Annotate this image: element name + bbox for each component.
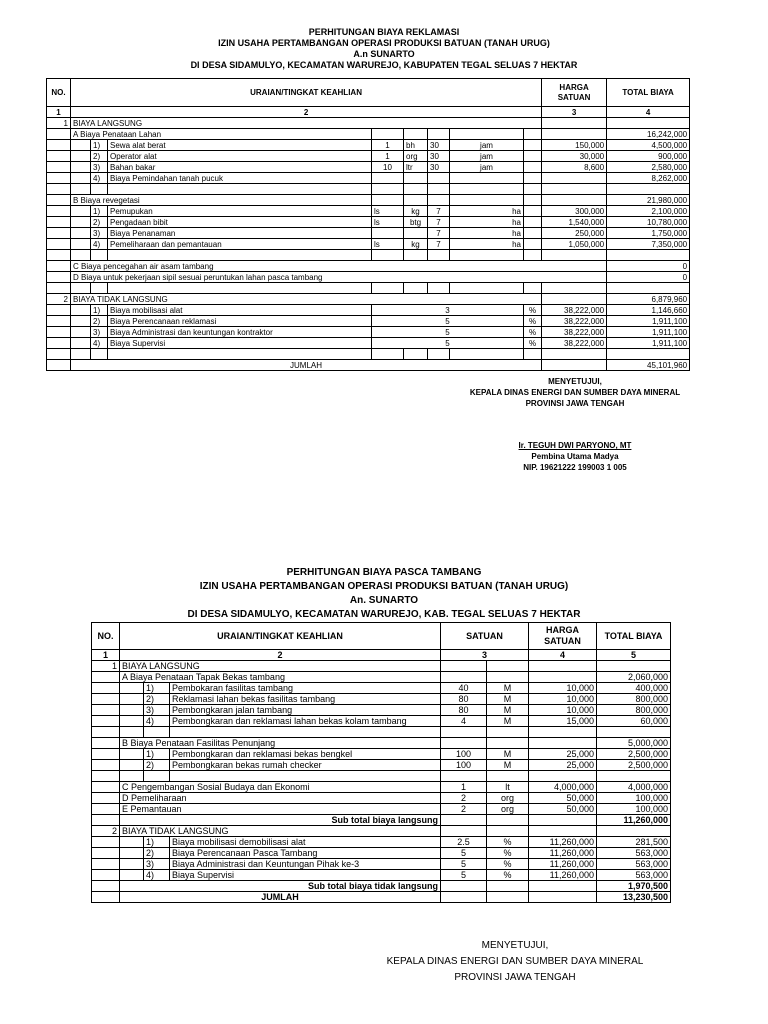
subsection-total: 21,980,000 xyxy=(607,195,690,206)
item-price: 30,000 xyxy=(542,151,607,162)
reklamasi-cost-table xyxy=(46,78,690,371)
header-no: NO. xyxy=(92,623,120,650)
item-label: Biaya Supervisi xyxy=(108,338,372,349)
item-number: 4) xyxy=(91,338,108,349)
item-total: 100,000 xyxy=(597,793,671,804)
item-unit: kg xyxy=(404,206,428,217)
item-qty: 1 xyxy=(372,140,404,151)
item-number: 2) xyxy=(144,848,170,859)
item-qty: 5 xyxy=(441,859,487,870)
item-unit: ltr xyxy=(404,162,428,173)
doc2-title-line-3: An. SUNARTO xyxy=(349,595,419,606)
colnum: 1 xyxy=(47,107,71,118)
item-total: 800,000 xyxy=(597,705,671,716)
blank-row xyxy=(47,250,690,261)
item-price: 150,000 xyxy=(542,140,607,151)
signatory-name: Ir. TEGUH DWI PARYONO, MT xyxy=(518,441,632,450)
colnum: 3 xyxy=(542,107,607,118)
item-number: 1) xyxy=(144,683,170,694)
item-label: Pemeliharaan dan pemantauan xyxy=(108,239,372,250)
subsection-total: 16,242,000 xyxy=(607,129,690,140)
doc1-approval-line-3: PROVINSI JAWA TENGAH xyxy=(525,399,625,408)
subsection-row xyxy=(47,195,690,206)
item-unit: M xyxy=(487,694,529,705)
item-label: Biaya mobilisasi alat xyxy=(108,305,372,316)
item-unit: M xyxy=(487,683,529,694)
table-row xyxy=(92,716,671,727)
item-price: 8,600 xyxy=(542,162,607,173)
table-row xyxy=(47,140,690,151)
item-number: 1) xyxy=(91,305,108,316)
item-label: Pembongkaran jalan tambang xyxy=(170,705,441,716)
item-label: Biaya mobilisasi demobilisasi alat xyxy=(170,837,441,848)
table-row xyxy=(92,694,671,705)
subsection-label: A Biaya Penataan Lahan xyxy=(71,129,372,140)
item-unit2: ha xyxy=(450,217,524,228)
item-unit: org xyxy=(404,151,428,162)
item-total: 900,000 xyxy=(607,151,690,162)
item-unit: M xyxy=(487,716,529,727)
item-label: Pemupukan xyxy=(108,206,372,217)
doc1-title-line-3: A.n SUNARTO xyxy=(353,49,415,59)
item-price: 38,222,000 xyxy=(542,305,607,316)
table-row xyxy=(92,760,671,771)
item-price: 25,000 xyxy=(529,749,597,760)
item-label: E Pemantauan xyxy=(120,804,441,815)
header-uraian: URAIAN/TINGKAT KEAHLIAN xyxy=(120,623,441,650)
item-price: 10,000 xyxy=(529,683,597,694)
table-row xyxy=(92,848,671,859)
column-number-row xyxy=(92,650,671,661)
table-header-row xyxy=(47,79,690,107)
doc1-title-line-2: IZIN USAHA PERTAMBANGAN OPERASI PRODUKSI BATUAN (TANAH URUG) xyxy=(218,38,550,48)
item-price: 300,000 xyxy=(542,206,607,217)
item-unit: % xyxy=(487,859,529,870)
header-uraian: URAIAN/TINGKAT KEAHLIAN xyxy=(71,79,542,107)
subsection-total: 0 xyxy=(607,261,690,272)
item-unit: % xyxy=(524,316,542,327)
table-row xyxy=(92,705,671,716)
item-total: 563,000 xyxy=(597,859,671,870)
subsection-label: B Biaya Penataan Fasilitas Penunjang xyxy=(120,738,441,749)
item-qty: ls xyxy=(372,217,404,228)
item-number: 4) xyxy=(144,716,170,727)
subsection-row xyxy=(47,261,690,272)
item-unit: M xyxy=(487,705,529,716)
item-price: 50,000 xyxy=(529,804,597,815)
subtotal-value: 1,970,500 xyxy=(597,881,671,892)
item-price: 1,050,000 xyxy=(542,239,607,250)
item-number: 1) xyxy=(91,206,108,217)
item-qty: 4 xyxy=(441,716,487,727)
table-row xyxy=(47,239,690,250)
item-qty2: 7 xyxy=(428,206,450,217)
header-no: NO. xyxy=(47,79,71,107)
item-price: 1,540,000 xyxy=(542,217,607,228)
item-unit: org xyxy=(487,793,529,804)
pasca-tambang-cost-table xyxy=(91,622,671,903)
item-percent: 5 xyxy=(372,338,524,349)
item-unit: % xyxy=(524,338,542,349)
item-label: Sewa alat berat xyxy=(108,140,372,151)
item-price: 15,000 xyxy=(529,716,597,727)
item-total: 2,580,000 xyxy=(607,162,690,173)
item-total: 1,750,000 xyxy=(607,228,690,239)
subtotal-value: 11,260,000 xyxy=(597,815,671,826)
doc1-title-line-4: DI DESA SIDAMULYO, KECAMATAN WARUREJO, KABUPATEN TEGAL SELUAS 7 HEKTAR xyxy=(190,60,578,70)
row-number: 2 xyxy=(92,826,120,837)
item-qty: 100 xyxy=(441,760,487,771)
blank-row xyxy=(92,727,671,738)
item-number: 3) xyxy=(91,327,108,338)
item-unit: M xyxy=(487,760,529,771)
doc1-approval-line-1: MENYETUJUI, xyxy=(548,377,602,386)
item-total: 60,000 xyxy=(597,716,671,727)
subsection-total: 2,060,000 xyxy=(597,672,671,683)
item-number: 4) xyxy=(91,173,108,184)
subsection-row xyxy=(47,272,690,283)
blank-row xyxy=(47,283,690,294)
subtotal-label: Sub total biaya tidak langsung xyxy=(120,881,441,892)
table-row xyxy=(47,305,690,316)
section-row xyxy=(92,661,671,672)
row-number: 1 xyxy=(47,118,71,129)
table-row xyxy=(47,228,690,239)
table-row xyxy=(47,217,690,228)
doc1-approval-line-2: KEPALA DINAS ENERGI DAN SUMBER DAYA MINERAL xyxy=(469,388,681,397)
section-total: 6,879,960 xyxy=(607,294,690,305)
item-price: 4,000,000 xyxy=(529,782,597,793)
item-unit: btg xyxy=(404,217,428,228)
doc2-approval-line-1: MENYETUJUI, xyxy=(481,940,549,951)
item-number: 3) xyxy=(144,859,170,870)
section-row xyxy=(47,118,690,129)
item-qty: ls xyxy=(372,206,404,217)
item-label: Operator alat xyxy=(108,151,372,162)
item-qty: 1 xyxy=(372,151,404,162)
jumlah-label: JUMLAH xyxy=(120,892,441,903)
header-total-biaya: TOTAL BIAYA xyxy=(597,623,671,650)
colnum: 4 xyxy=(607,107,690,118)
colnum: 2 xyxy=(71,107,542,118)
item-unit: % xyxy=(487,848,529,859)
item-unit: % xyxy=(524,327,542,338)
item-qty: 2 xyxy=(441,804,487,815)
table-row xyxy=(47,327,690,338)
item-price: 38,222,000 xyxy=(542,316,607,327)
item-label: Biaya Perencanaan reklamasi xyxy=(108,316,372,327)
item-label: Pembokaran fasilitas tambang xyxy=(170,683,441,694)
item-label: Pengadaan bibit xyxy=(108,217,372,228)
subsection-total: 5,000,000 xyxy=(597,738,671,749)
doc2-approval-line-3: PROVINSI JAWA TENGAH xyxy=(454,972,576,983)
table-row xyxy=(47,162,690,173)
item-total: 563,000 xyxy=(597,870,671,881)
item-label: Biaya Perencanaan Pasca Tambang xyxy=(170,848,441,859)
item-total: 800,000 xyxy=(597,694,671,705)
table-row xyxy=(92,837,671,848)
item-price: 38,222,000 xyxy=(542,338,607,349)
item-total: 2,100,000 xyxy=(607,206,690,217)
table-row xyxy=(92,870,671,881)
item-qty: 80 xyxy=(441,705,487,716)
section-row xyxy=(92,826,671,837)
item-total: 1,146,660 xyxy=(607,305,690,316)
item-qty: 100 xyxy=(441,749,487,760)
header-harga-satuan: HARGA SATUAN xyxy=(542,79,607,107)
item-unit2: ha xyxy=(450,239,524,250)
item-total: 1,911,100 xyxy=(607,316,690,327)
row-number: 1 xyxy=(92,661,120,672)
item-label: D Pemeliharaan xyxy=(120,793,441,804)
item-price: 11,260,000 xyxy=(529,837,597,848)
item-label: Biaya Administrasi dan Keuntungan Pihak ke-3 xyxy=(170,859,441,870)
table-row xyxy=(92,859,671,870)
item-unit: % xyxy=(487,870,529,881)
item-total: 400,000 xyxy=(597,683,671,694)
item-price: 38,222,000 xyxy=(542,327,607,338)
subsection-row xyxy=(92,672,671,683)
item-label: Biaya Penanaman xyxy=(108,228,372,239)
item-percent: 3 xyxy=(372,305,524,316)
colnum: 3 xyxy=(441,650,529,661)
item-total: 281,500 xyxy=(597,837,671,848)
jumlah-label: JUMLAH xyxy=(71,360,542,371)
item-unit: M xyxy=(487,749,529,760)
item-label: Biaya Supervisi xyxy=(170,870,441,881)
item-label: Pembongkaran dan reklamasi bekas bengkel xyxy=(170,749,441,760)
subsection-total: 0 xyxy=(607,272,690,283)
item-total: 100,000 xyxy=(597,804,671,815)
item-qty: 2 xyxy=(441,793,487,804)
item-unit2: ha xyxy=(450,206,524,217)
total-row xyxy=(92,892,671,903)
row-number: 2 xyxy=(47,294,71,305)
item-number: 2) xyxy=(91,151,108,162)
item-label: Biaya Administrasi dan keuntungan kontraktor xyxy=(108,327,372,338)
item-unit2: jam xyxy=(450,151,524,162)
item-number: 1) xyxy=(144,749,170,760)
item-total: 4,000,000 xyxy=(597,782,671,793)
item-number: 1) xyxy=(91,140,108,151)
doc2-title-line-2: IZIN USAHA PERTAMBANGAN OPERASI PRODUKSI BATUAN (TANAH URUG) xyxy=(199,581,569,592)
item-unit: % xyxy=(487,837,529,848)
item-total: 2,500,000 xyxy=(597,749,671,760)
item-total: 4,500,000 xyxy=(607,140,690,151)
item-label: Pembongkaran bekas rumah checker xyxy=(170,760,441,771)
item-number: 4) xyxy=(144,870,170,881)
item-unit2: jam xyxy=(450,162,524,173)
blank-row xyxy=(47,184,690,195)
item-unit2: jam xyxy=(450,140,524,151)
jumlah-total: 13,230,500 xyxy=(597,892,671,903)
subtotal-row xyxy=(92,881,671,892)
item-price: 25,000 xyxy=(529,760,597,771)
table-header-row xyxy=(92,623,671,650)
item-number: 3) xyxy=(144,705,170,716)
item-qty: 10 xyxy=(372,162,404,173)
item-number: 3) xyxy=(91,228,108,239)
colnum: 4 xyxy=(529,650,597,661)
item-qty: 80 xyxy=(441,694,487,705)
item-price: 11,260,000 xyxy=(529,859,597,870)
item-unit: bh xyxy=(404,140,428,151)
item-price: 10,000 xyxy=(529,694,597,705)
jumlah-total: 45,101,960 xyxy=(607,360,690,371)
section-row xyxy=(47,294,690,305)
blank-row xyxy=(92,771,671,782)
doc2-title-line-4: DI DESA SIDAMULYO, KECAMATAN WARUREJO, KAB. TEGAL SELUAS 7 HEKTAR xyxy=(187,609,581,620)
item-qty2: 7 xyxy=(428,217,450,228)
table-row xyxy=(92,804,671,815)
table-row xyxy=(47,338,690,349)
doc1-title-line-1: PERHITUNGAN BIAYA REKLAMASI xyxy=(308,27,460,37)
section-label: BIAYA LANGSUNG xyxy=(120,661,441,672)
subsection-label: A Biaya Penataan Tapak Bekas tambang xyxy=(120,672,441,683)
item-unit: lt xyxy=(487,782,529,793)
item-label: Biaya Pemindahan tanah pucuk xyxy=(108,173,372,184)
item-number: 4) xyxy=(91,239,108,250)
item-price: 11,260,000 xyxy=(529,870,597,881)
item-unit: kg xyxy=(404,239,428,250)
table-row xyxy=(92,782,671,793)
subtotal-row xyxy=(92,815,671,826)
item-unit: org xyxy=(487,804,529,815)
table-row xyxy=(47,173,690,184)
item-label: C Pengembangan Sosial Budaya dan Ekonomi xyxy=(120,782,441,793)
item-total: 7,350,000 xyxy=(607,239,690,250)
total-row xyxy=(47,360,690,371)
item-total: 1,911,100 xyxy=(607,327,690,338)
subsection-label: C Biaya pencegahan air asam tambang xyxy=(71,261,607,272)
table-row xyxy=(47,151,690,162)
header-total-biaya: TOTAL BIAYA xyxy=(607,79,690,107)
item-total: 8,262,000 xyxy=(607,173,690,184)
item-number: 3) xyxy=(91,162,108,173)
item-unit: % xyxy=(524,305,542,316)
subsection-label: B Biaya revegetasi xyxy=(71,195,372,206)
section-label: BIAYA TIDAK LANGSUNG xyxy=(120,826,441,837)
item-number: 2) xyxy=(144,760,170,771)
item-qty: 40 xyxy=(441,683,487,694)
header-harga-satuan: HARGA SATUAN xyxy=(529,623,597,650)
colnum: 5 xyxy=(597,650,671,661)
item-total: 1,911,100 xyxy=(607,338,690,349)
item-qty: 5 xyxy=(441,848,487,859)
item-price: 11,260,000 xyxy=(529,848,597,859)
item-qty2: 30 xyxy=(428,162,450,173)
column-number-row xyxy=(47,107,690,118)
table-row xyxy=(92,683,671,694)
item-number: 2) xyxy=(91,217,108,228)
item-price: 50,000 xyxy=(529,793,597,804)
subsection-row xyxy=(92,738,671,749)
item-qty: 1 xyxy=(441,782,487,793)
section-label: BIAYA LANGSUNG xyxy=(71,118,542,129)
item-label: Reklamasi lahan bekas fasilitas tambang xyxy=(170,694,441,705)
item-total: 2,500,000 xyxy=(597,760,671,771)
item-number: 2) xyxy=(144,694,170,705)
doc2-approval-line-2: KEPALA DINAS ENERGI DAN SUMBER DAYA MINERAL xyxy=(386,956,644,967)
blank-row xyxy=(47,349,690,360)
item-price: 250,000 xyxy=(542,228,607,239)
table-row xyxy=(92,749,671,760)
doc2-title-line-1: PERHITUNGAN BIAYA PASCA TAMBANG xyxy=(286,567,482,578)
colnum: 1 xyxy=(92,650,120,661)
item-label: Bahan bakar xyxy=(108,162,372,173)
item-price: 10,000 xyxy=(529,705,597,716)
section-label: BIAYA TIDAK LANGSUNG xyxy=(71,294,542,305)
item-total: 563,000 xyxy=(597,848,671,859)
item-qty: 2.5 xyxy=(441,837,487,848)
subsection-row xyxy=(47,129,690,140)
item-qty2: 7 xyxy=(428,228,450,239)
colnum: 2 xyxy=(120,650,441,661)
item-total: 10,780,000 xyxy=(607,217,690,228)
subtotal-label: Sub total biaya langsung xyxy=(120,815,441,826)
item-unit2: ha xyxy=(450,228,524,239)
item-number: 2) xyxy=(91,316,108,327)
item-qty2: 30 xyxy=(428,140,450,151)
subsection-label: D Biaya untuk pekerjaan sipil sesuai peruntukan lahan pasca tambang xyxy=(71,272,607,283)
item-qty: 5 xyxy=(441,870,487,881)
table-row xyxy=(92,793,671,804)
item-number: 1) xyxy=(144,837,170,848)
item-percent: 5 xyxy=(372,327,524,338)
item-label: Pembongkaran dan reklamasi lahan bekas kolam tambang xyxy=(170,716,441,727)
table-row xyxy=(47,206,690,217)
header-satuan: SATUAN xyxy=(441,623,529,650)
item-percent: 5 xyxy=(372,316,524,327)
item-qty2: 30 xyxy=(428,151,450,162)
item-qty: ls xyxy=(372,239,404,250)
item-qty2: 7 xyxy=(428,239,450,250)
signatory-rank: Pembina Utama Madya xyxy=(531,452,619,461)
table-row xyxy=(47,316,690,327)
signatory-nip: NIP. 19621222 199003 1 005 xyxy=(523,463,627,472)
